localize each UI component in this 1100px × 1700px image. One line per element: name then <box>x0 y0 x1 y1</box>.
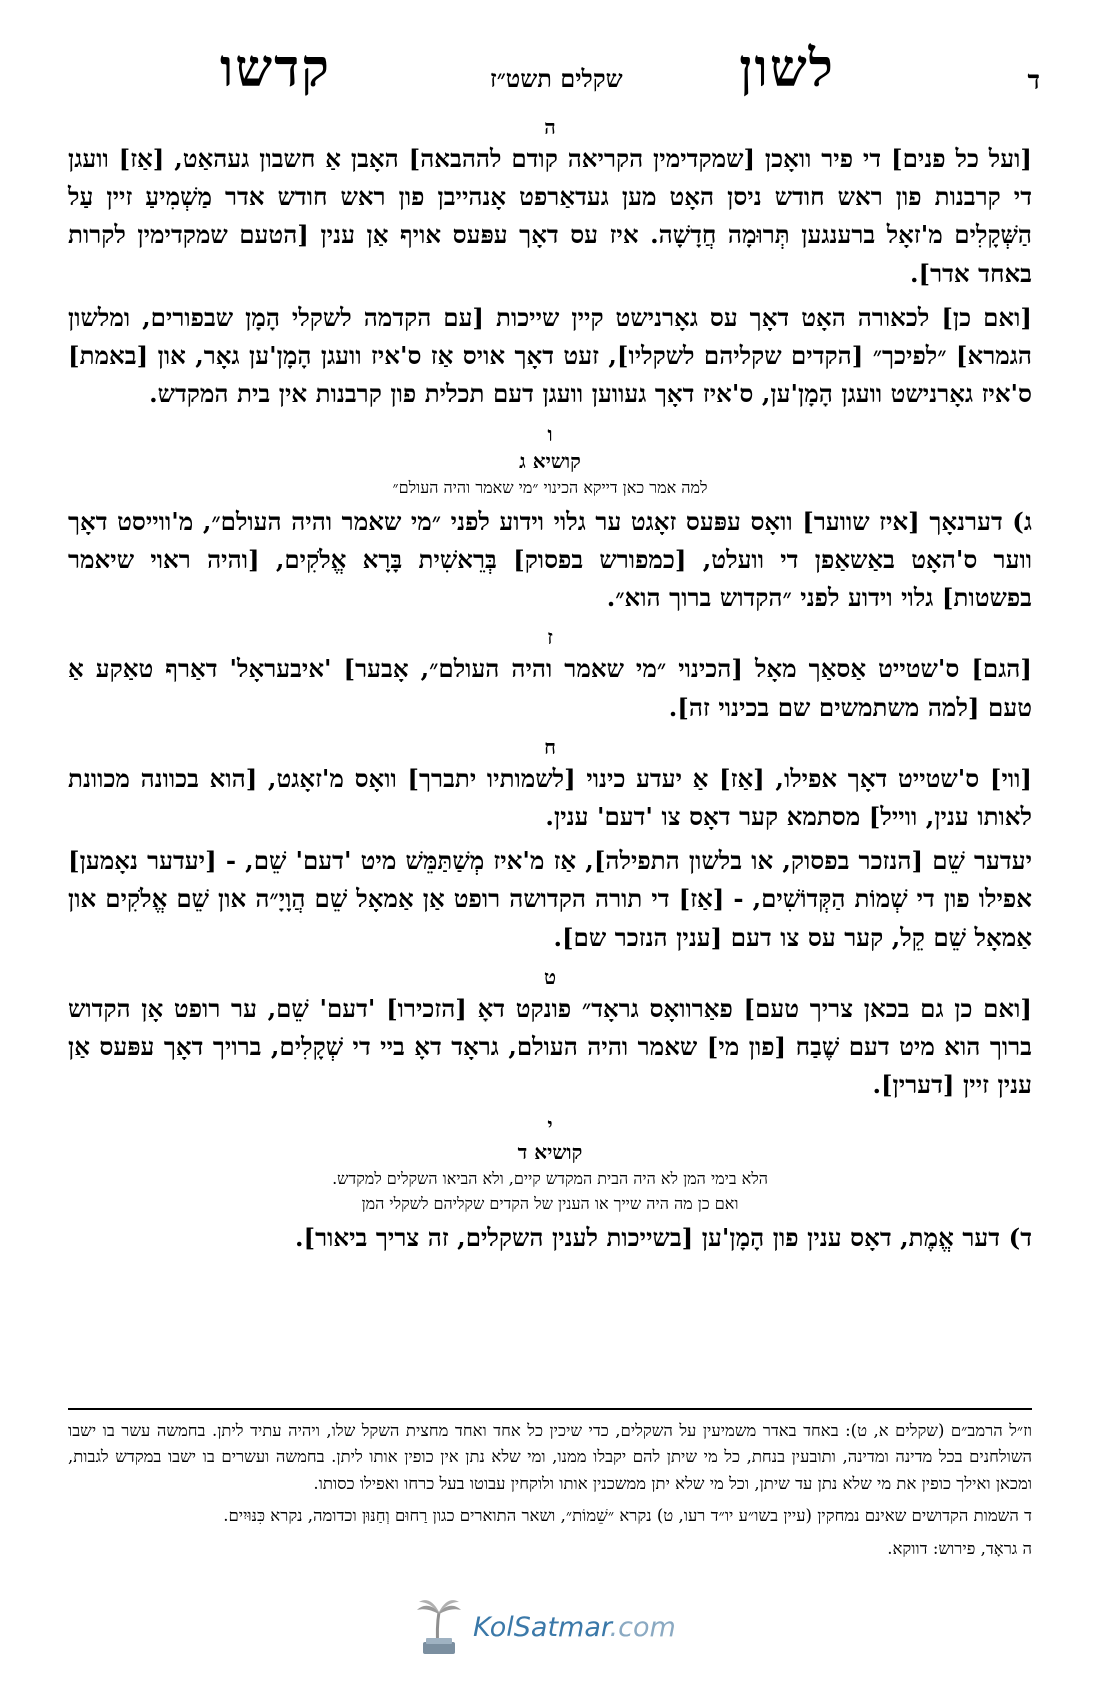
header-subtitle: שקלים תשט״ז <box>490 64 623 93</box>
kushya-heading: קושיא ג <box>519 448 581 473</box>
footnotes <box>68 1418 1032 1568</box>
palm-tree-icon <box>415 1598 463 1656</box>
header-title-right: לשון <box>739 38 835 99</box>
footnote: וז״ל הרמב״ם (שקלים א, ט): באחד באדר משמיעין על השקלים, כדי שיכין כל אחד ואחד מחצית השקל שלו, ויהיה עתיד ליתן. בחמשה עשר בו ישבו השולחנים בכל מדינה ומדינה, ותובעין בנחת, כל מי שיתן להם יקבלו ממנו, ומי שלא נתן אין כופין אותו ליתן. בחמשה ועשרים בו ישבו במקדש לגבות, ומכאן ואילך כופין את מי שלא נתן עד שיתן, וכל מי שלא יתן ממשכנין אותו ולוקחין עבוטו בעל כרחו ואפילו כסותו. <box>68 1421 1032 1493</box>
paragraph: [הגם] ס'שטייט אַסאַך מאָל [הכינוי ״מי שאמר והיה העולם״, אָבער] 'איבעראָל' דאַרף טאַקע אַ טעם [למה משתמשים שם בכינוי זה]. <box>68 654 1032 722</box>
kushya-heading: קושיא ד <box>517 1139 583 1164</box>
section-letter: ז <box>547 625 553 650</box>
kushya-question: הלא בימי המן לא היה הבית המקדש קיים, ולא הביאו השקלים למקדש. <box>332 1168 768 1188</box>
kolsatmar-logo <box>415 1598 715 1658</box>
section-letter: ה <box>544 115 556 139</box>
footnote: ה גראָד, פירוש: דווקא. <box>887 1538 1032 1558</box>
header-title-left: קדשו <box>220 38 331 99</box>
logo-domain: .com <box>609 1612 676 1643</box>
paragraph: ג) דערנאָך [איז שווער] וואָס עפּעס זאָגט ער גלוי וידוע לפני ״מי שאמר והיה העולם״, מ'ווייסט דאָך ווער ס'האָט באַשאַפן די וועלט, [כמפורש בפסוק] בְּרֵאשִׁית בָּרָא אֱלֹקִים, [והיה ראוי שיאמר בפשטות] גלוי וידוע לפני ״הקדוש ברוך הוא״. <box>68 506 1032 613</box>
paragraph: [ועל כל פנים] די פיר וואָכן [שמקדימין הקריאה קודם לההבאה] האָבן אַ חשבון געהאַט, [אַז] וועגן די קרבנות פון ראש חודש ניסן האָט מען געדאַרפט אָנהייבן פון ראש חודש אדר מַשְׁמִיעַ זיין עַל הַשְּׁקָלִים מ'זאָל ברענגען תְּרוּמָה חֲדָשָׁה. איז עס דאָך עפּעס אויף אַן ענין [הטעם שמקדימין לקרות באחד אדר]. <box>68 144 1032 288</box>
footnote: ד השמות הקדושים שאינם נמחקין (עיין בשו״ע יו״ד רעו, ט) נקרא ״שֵׁמוֹת״, ושאר התוארים כגון רַחוּם וְחַנּוּן וכדומה, נקרא כִּנּוּיִים. <box>223 1506 1032 1526</box>
logo-wordmark <box>473 1612 676 1643</box>
section-letter: ט <box>543 964 557 989</box>
section-letter: ח <box>544 734 556 759</box>
logo-name: KolSatmar <box>473 1612 610 1643</box>
paragraph: ד) דער אֱמֶת, דאָס ענין פון הָמָן'ען [בשייכות לענין השקלים, זה צריך ביאור]. <box>294 1222 1032 1252</box>
section-letter: י <box>547 1112 553 1137</box>
paragraph: [ואם כן גם בכאן צריך טעם] פאַרוואָס גראָד״ פונקט דאָ [הזכירו] 'דעם' שֵׁם, ער רופט אָן הקדוש ברוך הוא מיט דעם שֶׁבַח [פון מי] שאמר והיה העולם, גראָד דאָ ביי די שְׁקָלִים, ברויך דאָך עפּעס אַן ענין זיין [דערין]. <box>68 993 1032 1100</box>
page-header <box>60 38 1040 108</box>
paragraph: יעדער שֵׁם [הנזכר בפסוק, או בלשון התפילה], אַז מ'איז מְשַׁתַּמֵּשׁ מיט 'דעם' שֵׁם, - [יעדער נאָמען] אפילו פון די שְׁמוֹת הַקְּדוֹשִׁים, - [אַז] די תורה הקדושה רופט אַן אַמאָל שֵׁם הֲוָיָ״ה און שֵׁם אֱלֹקִים און אַמאָל שֵׁם קֵל, קער עס צו דעם [ענין הנזכר שם]. <box>68 846 1032 952</box>
paragraph: [ואם כן] לכאורה האָט דאָך עס גאָרנישט קיין שייכות [עם הקדמה לשקלי הָמָן שבפורים, ומלשון הגמרא] ״לפיכך״ [הקדים שקליהם לשקליו], זעט דאָך אויס אַז ס'איז וועגן הָמָן'ען גאָר, און [באמת] ס'איז גאָרנישט וועגן הָמָן'ען, ס'איז דאָך געווען וועגן דעם תכלית פון קרבנות אין בית המקדש. <box>68 302 1032 409</box>
footnote-divider <box>68 1408 1032 1410</box>
page-number: ד <box>1027 66 1040 96</box>
kushya-question: למה אמר כאן דייקא הכינוי ״מי שאמר והיה העולם״ <box>392 477 708 497</box>
paragraph: [ווי] ס'שטייט דאָך אפילו, [אַז] אַ יעדע כינוי [לשמותיו יתברך] וואָס מ'זאָגט, [הוא בכוונה מכוונת לאותו ענין, ווייל] מסתמא קער דאָס צו 'דעם' ענין. <box>68 763 1032 832</box>
main-text <box>68 115 1032 1263</box>
kushya-question-continued: ואם כן מה היה שייך או הענין של הקדים שקליהם לשקלי המן <box>361 1193 739 1213</box>
section-letter: ו <box>547 421 553 446</box>
